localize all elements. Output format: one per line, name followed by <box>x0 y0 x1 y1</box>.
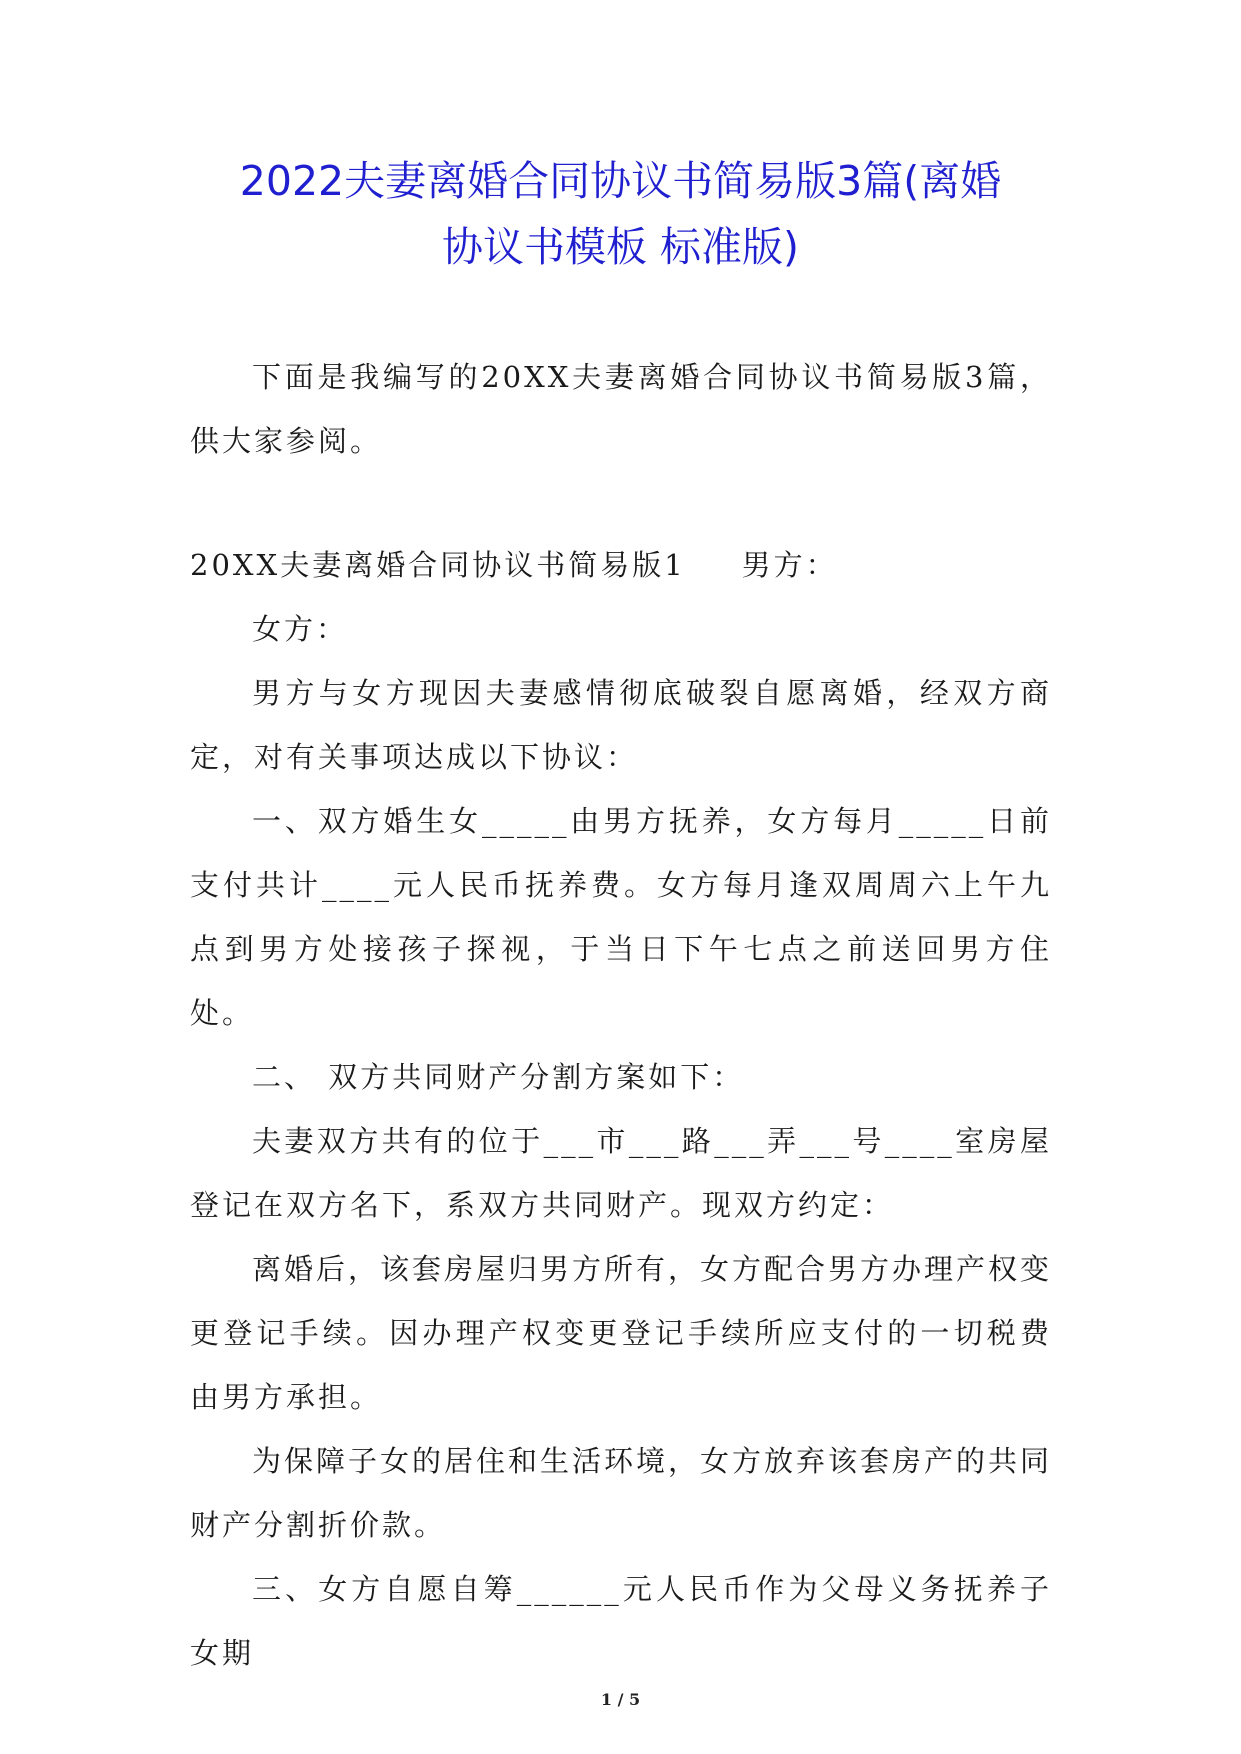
agreement-intro-paragraph: 男方与女方现因夫妻感情彻底破裂自愿离婚，经双方商定，对有关事项达成以下协议： <box>190 676 1052 774</box>
clause-2-heading: 二、 双方共同财产分割方案如下： <box>252 1060 745 1094</box>
female-label-paragraph: 女方： <box>252 612 349 646</box>
document-body <box>190 345 1052 1685</box>
section-title: 20XX夫妻离婚合同协议书简易版1 <box>190 548 686 582</box>
clause-3-paragraph: 三、女方自愿自筹______元人民币作为父母义务抚养子女期 <box>190 1572 1052 1670</box>
spacer <box>190 473 1052 533</box>
property-paragraph: 夫妻双方共有的位于___市___路___弄___号____室房屋登记在双方名下，系双方共同财产。现双方约定： <box>190 1124 1052 1222</box>
page-number: 1 / 5 <box>600 1690 641 1709</box>
male-label: 男方： <box>741 548 838 582</box>
property-ownership-paragraph: 离婚后，该套房屋归男方所有，女方配合男方办理产权变更登记手续。因办理产权变更登记手续所应支付的一切税费由男方承担。 <box>190 1252 1053 1414</box>
intro-paragraph: 下面是我编写的20XX夫妻离婚合同协议书简易版3篇，供大家参阅。 <box>190 360 1052 458</box>
document-title <box>170 148 1071 280</box>
title-line-2: 协议书模板 标准版) <box>441 223 800 271</box>
section-heading <box>190 533 1052 597</box>
waiver-paragraph: 为保障子女的居住和生活环境，女方放弃该套房产的共同财产分割折价款。 <box>190 1444 1053 1542</box>
title-line-1: 2022夫妻离婚合同协议书简易版3篇(离婚 <box>239 157 1002 205</box>
clause-1-paragraph: 一、双方婚生女_____由男方抚养，女方每月_____日前支付共计____元人民币抚养费。女方每月逢双周周六上午九点到男方处接孩子探视，于当日下午七点之前送回男方住处。 <box>190 804 1052 1030</box>
